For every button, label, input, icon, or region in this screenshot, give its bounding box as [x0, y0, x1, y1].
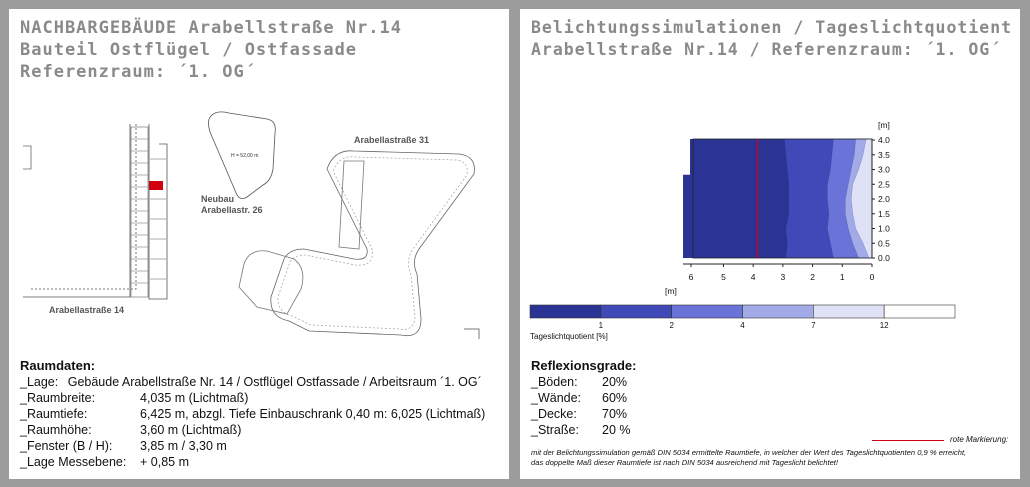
red-marker-line [872, 440, 944, 441]
label-arabellastr-31: Arabellastraße 31 [354, 135, 430, 145]
legend-tick-label: 4 [740, 321, 745, 330]
legend-tick-label: 12 [879, 321, 889, 330]
raumdaten-value: + 0,85 m [140, 455, 189, 469]
reflexion-key: _Wände: [531, 391, 582, 405]
reflexion-value: 20% [602, 375, 628, 389]
lage-key: _Lage: [20, 375, 59, 389]
label-neubau-line2: Arabellastr. 26 [201, 205, 263, 215]
y-tick-label: 0.5 [878, 238, 890, 249]
legend-swatch [813, 305, 884, 318]
raumdaten-key: _Raumtiefe: [20, 407, 88, 421]
building-arabellastr-31 [239, 151, 474, 336]
reflexion-row [531, 407, 628, 421]
reflexion-key: _Böden: [531, 375, 578, 389]
raumdaten-heading: Raumdaten: [20, 358, 96, 373]
label-height: H = 52,00 m [231, 153, 259, 159]
x-tick-label: 4 [750, 272, 756, 282]
right-panel [520, 9, 1020, 479]
raumdaten-row [20, 407, 486, 421]
reflexion-row [531, 423, 631, 437]
legend-swatch [672, 305, 743, 318]
raumdaten-value: 3,60 m (Lichtmaß) [140, 423, 242, 437]
reflexion-heading: Reflexionsgrade: [531, 358, 637, 373]
legend-swatch [601, 305, 672, 318]
legend-title: Tageslichtquotient [%] [530, 332, 608, 341]
raumdaten-key: _Raumhöhe: [20, 423, 92, 437]
reflexion-value: 60% [602, 391, 628, 405]
y-tick-label: 0.0 [878, 253, 890, 263]
lage-value: Gebäude Arabellstraße Nr. 14 / Ostflügel Ostfassade / Arbeitsraum ´1. OG´ [67, 375, 482, 389]
raumdaten-row [20, 391, 249, 405]
raumdaten-key: _Fenster (B / H): [20, 439, 113, 453]
x-tick-label: 1 [839, 272, 845, 282]
right-title: Belichtungssimulationen / Tageslichtquotient Arabellstraße Nr.14 / Referenzraum: ´1. OG´ [531, 18, 1013, 59]
red-marker-label: rote Markierung: [950, 435, 1009, 444]
x-tick-label: 0 [869, 272, 875, 282]
x-tick-label: 5 [721, 272, 726, 282]
raumdaten-key: _Lage Messebene: [20, 455, 127, 469]
x-tick-label: 2 [810, 272, 815, 282]
legend-tick-label: 1 [598, 321, 604, 330]
reflexion-value: 20 % [602, 423, 631, 437]
reflexion-key: _Straße: [531, 423, 579, 437]
building-arabellastr-14 [23, 124, 167, 299]
reflexion-row [531, 391, 628, 405]
y-unit-label: [m] [878, 120, 890, 130]
y-tick-label: 3.0 [878, 164, 890, 175]
raumdaten-value: 6,425 m, abzgl. Tiefe Einbauschrank 0,40 m: 6,025 (Lichtmaß) [140, 407, 486, 421]
y-tick-label: 2.0 [878, 194, 890, 205]
footnote-line2: das doppelte Maß dieser Raumtiefe ist nach DIN 5034 ausreichend mit Tageslicht belichtet! [531, 458, 839, 467]
raumdaten-value: 4,035 m (Lichtmaß) [140, 391, 249, 405]
label-neubau-line1: Neubau [201, 194, 235, 204]
x-tick-label: 6 [688, 272, 694, 282]
legend-swatch [884, 305, 955, 318]
daylight-chart [520, 119, 1020, 359]
reflexion-key: _Decke: [531, 407, 577, 421]
y-tick-label: 2.5 [878, 179, 890, 190]
raumdaten-row [20, 455, 189, 469]
left-title: NACHBARGEBÄUDE Arabellstraße Nr.14 Bauteil Ostflügel / Ostfassade Referenzraum: ´1. OG´ [20, 18, 402, 82]
left-panel [9, 9, 509, 479]
label-arabellastr-14: Arabellastraße 14 [49, 305, 125, 315]
legend-swatch [743, 305, 814, 318]
reflexion-value: 70% [602, 407, 628, 421]
legend-swatch [530, 305, 601, 318]
y-tick-label: 1.0 [878, 223, 890, 234]
label-neubau [201, 194, 263, 215]
legend-tick-label: 2 [669, 321, 674, 330]
site-plan [9, 99, 509, 344]
x-tick-label: 3 [780, 272, 786, 282]
y-tick-label: 4.0 [878, 135, 890, 146]
raumdaten-value: 3,85 m / 3,30 m [140, 439, 227, 453]
reflexion-row [531, 375, 628, 389]
raumdaten-row [20, 439, 227, 453]
lage-row [20, 375, 482, 389]
reference-room-marker [149, 181, 163, 190]
y-tick-label: 3.5 [878, 149, 890, 160]
y-tick-label: 1.5 [878, 208, 890, 219]
footnote-line1: mit der Belichtungssimulation gemäß DIN 5034 ermittelte Raumtiefe, in welcher der Wert des Tageslichtquotienten 0,9 % erreicht, [531, 448, 967, 457]
raumdaten-row [20, 423, 242, 437]
raumdaten-key: _Raumbreite: [20, 391, 96, 405]
legend-tick-label: 7 [811, 321, 816, 330]
x-unit-label: [m] [665, 286, 677, 296]
